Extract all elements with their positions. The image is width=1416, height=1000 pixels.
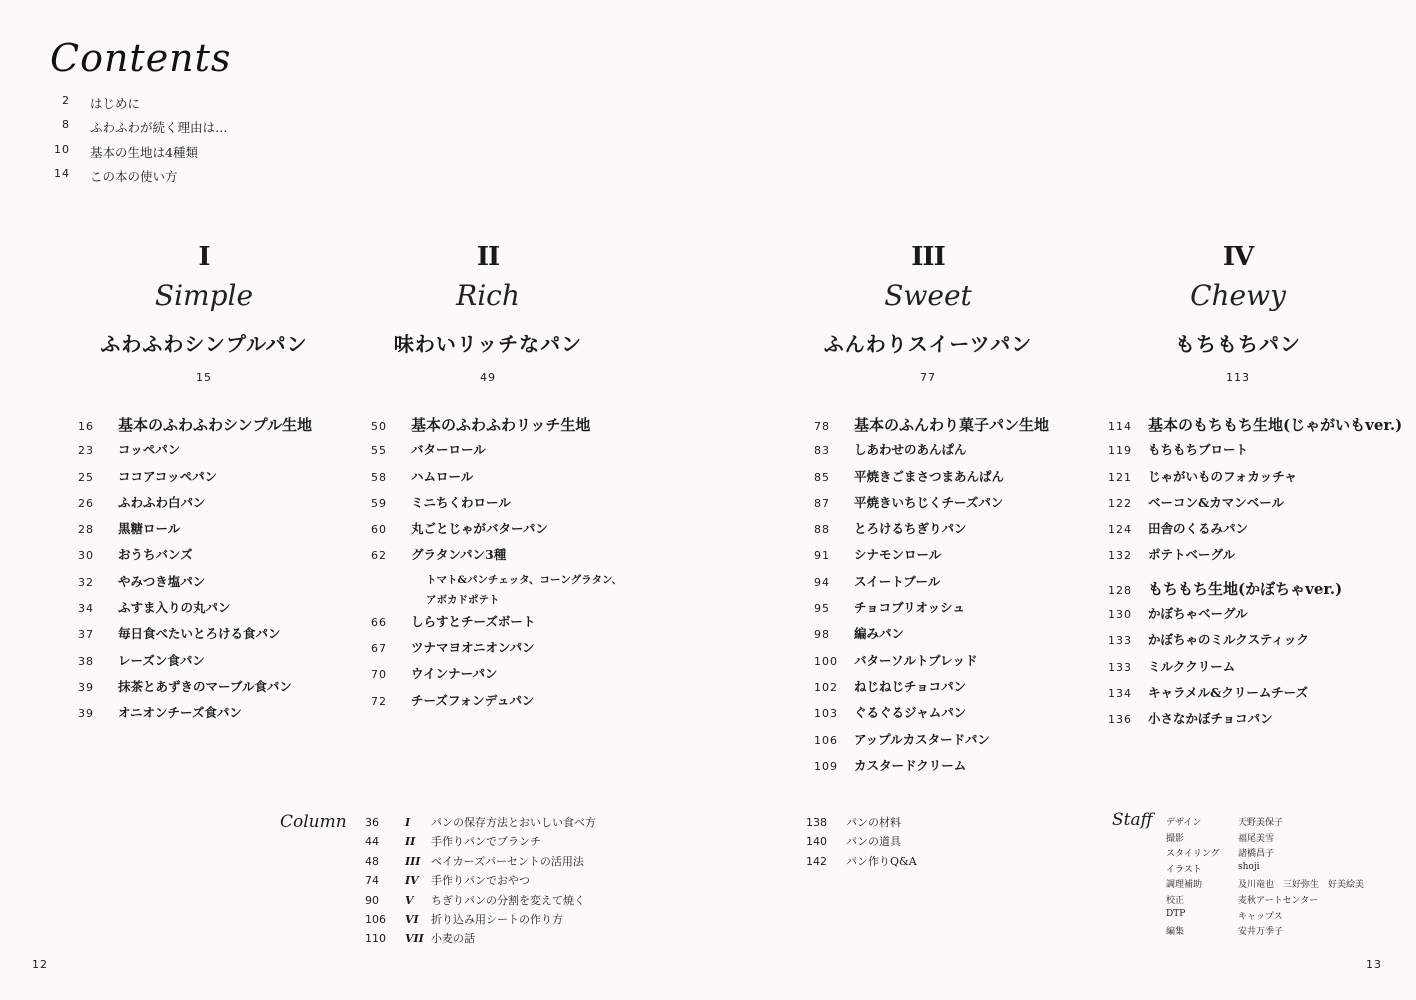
staff-name: キャップス (1238, 911, 1283, 922)
page-number-right: 13 (1366, 958, 1382, 971)
column-list (365, 814, 596, 950)
list-item[interactable] (371, 691, 622, 717)
page-number: 110 (365, 932, 386, 946)
column-item[interactable] (365, 814, 596, 833)
intro-item[interactable] (0, 143, 198, 165)
item-title: ふすま入りの丸パン (118, 600, 231, 616)
list-item[interactable] (371, 664, 622, 690)
extras-list (806, 814, 917, 872)
page-number: 83 (814, 444, 830, 458)
page-number: 50 (371, 420, 387, 433)
section-page-number: 49 (480, 371, 496, 384)
list-item[interactable] (78, 624, 312, 650)
list-item[interactable] (371, 493, 622, 519)
page-number: 122 (1108, 496, 1132, 510)
item-title: ベイカーズパーセントの活用法 (431, 854, 584, 868)
item-title: 編みパン (854, 626, 905, 642)
item-title: ハムロール (411, 468, 474, 484)
page-number: 28 (78, 523, 94, 537)
page-number: 23 (78, 444, 94, 458)
page-number: 26 (78, 496, 94, 510)
item-title-suffix: (じゃがいもver.) (1283, 416, 1403, 434)
staff-row (1166, 877, 1364, 893)
page-number: 2 (62, 94, 70, 107)
list-item[interactable] (1108, 604, 1402, 630)
item-title: 田舎のくるみパン (1148, 521, 1249, 537)
staff-role: 編集 (1166, 927, 1185, 938)
list-item[interactable] (1108, 657, 1402, 683)
column-numeral: IV (405, 874, 419, 888)
staff-row (1166, 909, 1364, 925)
page-number: 37 (78, 628, 94, 642)
column-item[interactable] (365, 930, 596, 949)
page-number: 114 (1108, 420, 1132, 433)
page-number: 32 (78, 575, 94, 589)
staff-role: スタイリング (1166, 849, 1220, 860)
item-title: ミニちくわロール (411, 494, 511, 510)
item-title: しあわせのあんぱん (854, 442, 967, 458)
staff-name: 福尾美雪 (1238, 833, 1275, 844)
column-item[interactable] (365, 892, 596, 911)
list-item[interactable] (78, 414, 312, 440)
list-item[interactable] (371, 414, 622, 440)
page-number: 138 (806, 816, 827, 829)
intro-item[interactable] (0, 118, 228, 140)
list-item[interactable] (371, 638, 622, 664)
item-title: 毎日食べたいとろける食パン (118, 626, 281, 642)
staff-name: 安井万季子 (1238, 927, 1284, 938)
page-number: 102 (814, 680, 838, 694)
section-list-chewy (1108, 414, 1402, 736)
list-item[interactable] (814, 493, 1049, 519)
page-number: 142 (806, 854, 827, 868)
list-item[interactable] (814, 467, 1049, 493)
list-item[interactable] (371, 612, 622, 638)
page-number: 66 (371, 615, 387, 629)
column-numeral: III (405, 854, 421, 868)
list-item[interactable] (371, 519, 622, 545)
list-item[interactable] (1108, 440, 1402, 466)
contents-heading: Contents (50, 36, 232, 80)
list-item[interactable] (371, 440, 622, 466)
item-title: ウインナーパン (411, 666, 498, 682)
section-japanese-title: ふわふわシンプルパン (100, 332, 308, 356)
column-numeral: II (405, 835, 416, 849)
item-title: コッペパン (118, 442, 181, 458)
staff-name: 麦秋アートセンター (1238, 895, 1319, 906)
staff-role: デザイン (1166, 818, 1202, 828)
staff-row (1166, 846, 1364, 862)
list-item[interactable] (814, 572, 1049, 598)
page-number: 16 (78, 420, 94, 433)
staff-role: 校正 (1166, 895, 1185, 906)
item-title: かぼちゃのミルクスティック (1148, 632, 1309, 648)
page-number: 106 (814, 733, 838, 747)
item-title: じゃがいものフォカッチャ (1148, 468, 1297, 484)
item-title: バターソルトブレッド (854, 652, 978, 668)
item-title: アボカドポテト (426, 593, 500, 606)
page-number: 59 (371, 496, 387, 510)
item-title: ココアコッペパン (118, 468, 218, 484)
page-number: 140 (806, 835, 827, 849)
item-title: ねじねじチョコパン (854, 678, 967, 694)
page-number: 60 (371, 523, 387, 537)
page-number: 91 (814, 549, 830, 563)
item-title: アップルカスタードパン (854, 731, 990, 747)
item-title: カスタードクリーム (854, 757, 967, 773)
item-title: とろけるちぎりパン (854, 521, 967, 537)
staff-list (1166, 815, 1364, 940)
list-item[interactable] (78, 572, 312, 598)
list-item[interactable] (1108, 414, 1402, 440)
section-numeral: IV (1222, 242, 1254, 272)
item-title: 黒糖ロール (118, 521, 181, 537)
item-title: 基本のふんわり菓子パン生地 (854, 416, 1050, 434)
extra-item[interactable] (806, 853, 917, 872)
page-number: 36 (365, 816, 379, 829)
section-japanese-title: ふんわりスイーツパン (823, 332, 1033, 356)
list-item[interactable] (814, 519, 1049, 545)
page-number: 55 (371, 444, 387, 458)
list-item[interactable] (371, 467, 622, 493)
page-number: 72 (371, 694, 387, 708)
staff-name: 天野美保子 (1238, 818, 1284, 828)
page-number: 119 (1108, 444, 1132, 458)
staff-label: Staff (1112, 810, 1153, 830)
item-title: バターロール (411, 442, 486, 458)
item-title: 基本の生地は4種類 (90, 145, 198, 160)
extra-item[interactable] (806, 814, 917, 833)
section-numeral: I (198, 242, 210, 272)
section-page-number: 15 (196, 371, 212, 384)
section-japanese-title: 味わいリッチなパン (393, 332, 583, 356)
item-title: ちぎりパンの分割を変えて焼く (431, 893, 585, 907)
page-number: 95 (814, 602, 830, 616)
section-english-title: Sweet (884, 279, 972, 312)
list-item[interactable] (78, 677, 312, 703)
section-english-title: Rich (456, 279, 520, 312)
page-number: 39 (78, 680, 94, 694)
list-item[interactable] (78, 519, 312, 545)
section-page-number: 77 (920, 371, 936, 384)
item-title: トマト&パンチェッタ、コーングラタン、 (426, 573, 623, 586)
list-item[interactable] (78, 545, 312, 571)
staff-role: 調理補助 (1166, 880, 1203, 891)
sub-item-note (371, 572, 622, 592)
item-title: スイートブール (854, 573, 941, 589)
section-english-title: Simple (154, 279, 254, 312)
item-title: ツナマヨオニオンパン (411, 640, 535, 656)
staff-name: shoji (1238, 861, 1260, 872)
item-title: シナモンロール (854, 547, 942, 563)
item-title: ミルククリーム (1148, 658, 1236, 674)
column-numeral: V (405, 893, 414, 907)
page-number: 106 (365, 912, 386, 926)
page-number: 103 (814, 707, 838, 721)
page-number: 8 (62, 118, 70, 131)
column-numeral: VI (405, 912, 419, 926)
section-page-number: 113 (1226, 371, 1250, 384)
list-item[interactable] (814, 545, 1049, 571)
page-number: 14 (54, 167, 70, 180)
intro-item[interactable] (0, 167, 178, 189)
sub-item-note (371, 592, 622, 612)
list-item[interactable] (1108, 467, 1402, 493)
item-title: 小さなかぼチョコパン (1148, 711, 1273, 727)
item-title: 平焼きごまさつまあんぱん (854, 468, 1005, 484)
page-number: 136 (1108, 713, 1132, 727)
page-number: 87 (814, 496, 830, 510)
item-title: もちもち生地 (1148, 579, 1239, 598)
item-title: やみつき塩パン (118, 573, 206, 589)
item-title: パンの保存方法とおいしい食べ方 (431, 816, 596, 829)
column-item[interactable] (365, 872, 596, 891)
item-title: パンの道具 (846, 835, 901, 849)
item-title: グラタンパン3種 (411, 547, 507, 563)
list-item[interactable] (814, 624, 1049, 650)
list-item[interactable] (1108, 630, 1402, 656)
item-title: オニオンチーズ食パン (118, 705, 242, 721)
page-number: 109 (814, 759, 838, 773)
page-number: 133 (1108, 660, 1132, 674)
list-item[interactable] (814, 651, 1049, 677)
list-item[interactable] (1108, 578, 1402, 604)
item-title: 平焼きいちじくチーズパン (854, 494, 1004, 510)
list-item[interactable] (78, 651, 312, 677)
staff-role: 撮影 (1166, 833, 1185, 844)
item-title: キャラメル&クリームチーズ (1148, 684, 1309, 700)
staff-row (1166, 924, 1364, 940)
column-item[interactable] (365, 853, 596, 872)
list-item[interactable] (78, 703, 312, 729)
page-number: 48 (365, 854, 379, 868)
page-number: 70 (371, 668, 387, 682)
page-number: 88 (814, 523, 830, 537)
item-title: 基本のもちもち生地 (1148, 416, 1284, 434)
page-number: 58 (371, 470, 387, 484)
section-japanese-title: もちもちパン (1175, 332, 1301, 356)
list-item[interactable] (1108, 519, 1402, 545)
item-title: もちもちブロート (1148, 442, 1249, 458)
list-item[interactable] (1108, 545, 1402, 571)
section-numeral: III (911, 242, 945, 272)
section-header-chewy (1118, 240, 1358, 384)
page-number: 62 (371, 549, 387, 563)
item-title-suffix: (かぼちゃver.) (1238, 579, 1343, 598)
page-number: 130 (1108, 608, 1132, 622)
page-number: 85 (814, 470, 830, 484)
item-title: この本の使い方 (90, 169, 178, 184)
list-item[interactable] (1108, 493, 1402, 519)
list-item[interactable] (814, 414, 1049, 440)
item-title: ベーコン&カマンベール (1148, 494, 1285, 510)
item-title: ふわふわ白パン (118, 494, 206, 510)
section-header-simple (84, 240, 324, 384)
section-header-rich (368, 240, 608, 384)
page-number: 124 (1108, 523, 1132, 537)
page-number: 78 (814, 420, 830, 433)
section-list-simple (78, 414, 312, 730)
list-item[interactable] (371, 545, 622, 571)
staff-row (1166, 815, 1364, 831)
page-number-left: 12 (32, 958, 48, 971)
item-title: 手作りパンでおやつ (431, 874, 530, 888)
staff-row (1166, 831, 1364, 847)
item-title: 小麦の話 (431, 932, 475, 946)
item-title: レーズン食パン (118, 652, 205, 668)
list-item[interactable] (78, 598, 312, 624)
list-item[interactable] (814, 440, 1049, 466)
section-english-title: Chewy (1190, 279, 1286, 312)
page-number: 67 (371, 642, 387, 656)
page-number: 94 (814, 575, 830, 589)
extra-item[interactable] (806, 833, 917, 852)
staff-row (1166, 862, 1364, 878)
list-item[interactable] (78, 440, 312, 466)
page-number: 44 (365, 835, 379, 849)
section-list-sweet (814, 414, 1049, 782)
item-title: チョコブリオッシュ (854, 600, 965, 616)
column-item[interactable] (365, 911, 596, 930)
page-number: 132 (1108, 549, 1132, 563)
intro-item[interactable] (0, 94, 140, 116)
staff-name: 及川竜也 三好弥生 好美絵美 (1238, 880, 1365, 891)
list-item[interactable] (814, 730, 1049, 756)
item-title: 基本のふわふわシンプル生地 (118, 416, 313, 434)
item-title: はじめに (90, 96, 141, 111)
item-title: ぐるぐるジャムパン (854, 705, 967, 721)
list-item[interactable] (78, 467, 312, 493)
list-item[interactable] (78, 493, 312, 519)
item-title: 折り込み用シートの作り方 (431, 912, 563, 926)
item-title: パンの材料 (846, 816, 901, 829)
item-title: 抹茶とあずきのマーブル食パン (118, 678, 292, 694)
list-item[interactable] (814, 756, 1049, 782)
page-number: 98 (814, 628, 830, 642)
column-numeral: VII (405, 932, 424, 946)
page-number: 74 (365, 874, 379, 888)
item-title: ポテトベーグル (1148, 547, 1236, 563)
page-number: 38 (78, 654, 94, 668)
list-item[interactable] (1108, 683, 1402, 709)
list-item[interactable] (814, 677, 1049, 703)
page-number: 100 (814, 654, 838, 668)
item-title: 丸ごとじゃがバターパン (411, 521, 548, 537)
staff-role: DTP (1166, 908, 1186, 919)
item-title: かぼちゃベーグル (1148, 606, 1248, 622)
item-title: 基本のふわふわリッチ生地 (411, 416, 591, 434)
list-item[interactable] (1108, 709, 1402, 735)
list-item[interactable] (814, 598, 1049, 624)
page-number: 34 (78, 602, 94, 616)
page-number: 30 (78, 549, 94, 563)
staff-name: 諸橋昌子 (1238, 849, 1275, 860)
staff-role: イラスト (1166, 864, 1202, 875)
page-number: 133 (1108, 634, 1132, 648)
section-list-rich (371, 414, 622, 717)
page-number: 10 (54, 143, 70, 156)
list-item[interactable] (814, 703, 1049, 729)
item-title: おうちバンズ (118, 547, 193, 563)
page-number: 25 (78, 470, 94, 484)
item-title: ふわふわが続く理由は… (90, 120, 228, 135)
page-number: 90 (365, 893, 379, 907)
page-number: 121 (1108, 470, 1132, 484)
section-header-sweet (808, 240, 1048, 384)
page-number: 134 (1108, 686, 1132, 700)
section-numeral: II (476, 242, 500, 272)
item-title: 手作りパンでブランチ (431, 835, 541, 849)
column-label: Column (280, 812, 347, 832)
column-item[interactable] (365, 833, 596, 852)
item-title: チーズフォンデュパン (411, 692, 535, 708)
item-title: パン作りQ&A (846, 854, 917, 868)
staff-row (1166, 893, 1364, 909)
item-title: しらすとチーズボート (411, 613, 536, 629)
page-number: 128 (1108, 583, 1132, 597)
page-number: 39 (78, 707, 94, 721)
column-numeral: I (405, 816, 411, 829)
